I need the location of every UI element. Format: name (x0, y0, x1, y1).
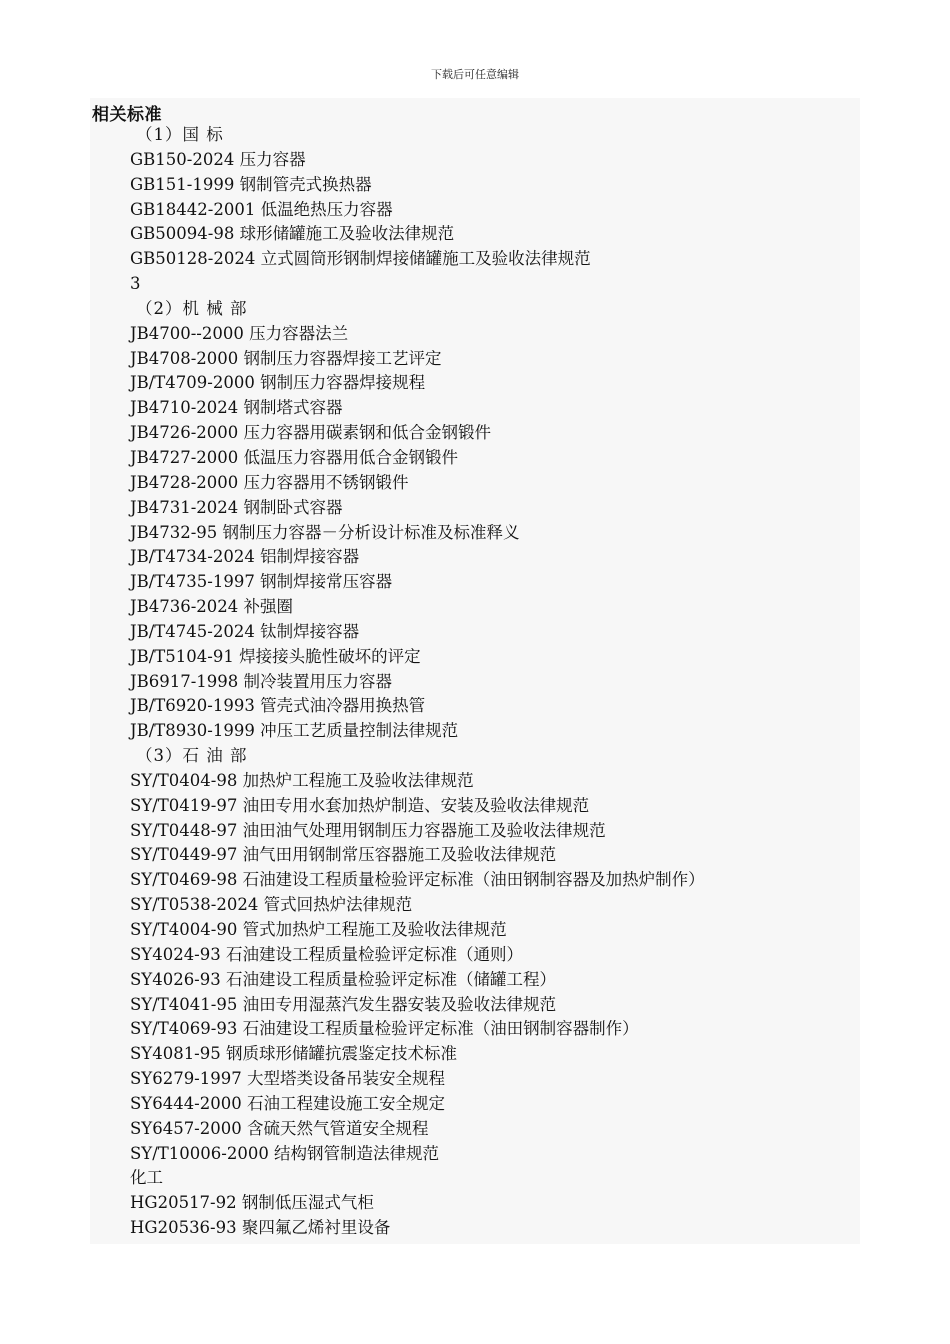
standard-line: SY/T0448-97 油田油气处理用钢制压力容器施工及验收法律规范 (130, 820, 606, 840)
standard-line: JB4731-2024 钢制卧式容器 (130, 497, 343, 517)
standard-line: 化工 (130, 1168, 163, 1188)
standard-line: JB4727-2000 低温压力容器用低合金钢锻件 (130, 447, 459, 467)
standards-list (130, 123, 850, 1241)
standard-line: SY/T0538-2024 管式回热炉法律规范 (130, 895, 413, 915)
standard-line: SY/T4069-93 石油建设工程质量检验评定标准（油田钢制容器制作） (130, 1019, 639, 1039)
standard-line: SY4081-95 钢质球形储罐抗震鉴定技术标准 (130, 1044, 458, 1064)
standard-line: SY/T4041-95 油田专用湿蒸汽发生器安装及验收法律规范 (130, 994, 557, 1014)
document-body (90, 98, 860, 1244)
standard-line: JB/T4734-2024 铝制焊接容器 (130, 547, 360, 567)
standard-line: SY/T0404-98 加热炉工程施工及验收法律规范 (130, 770, 474, 790)
standard-line: JB/T8930-1999 冲压工艺质量控制法律规范 (130, 721, 459, 741)
standard-line: JB4736-2024 补强圈 (130, 597, 294, 617)
page-header: 下载后可任意编辑 (431, 68, 519, 81)
category-heading: （1）国 标 (136, 125, 224, 144)
standard-line: JB/T4745-2024 钛制焊接容器 (130, 621, 360, 641)
standard-line: GB50128-2024 立式圆筒形钢制焊接储罐施工及验收法律规范 (130, 249, 591, 269)
standard-line: JB4710-2024 钢制塔式容器 (130, 398, 343, 418)
standard-line: JB/T4735-1997 钢制焊接常压容器 (130, 572, 393, 592)
standard-line: JB/T5104-91 焊接接头脆性破坏的评定 (130, 646, 421, 666)
standard-line: JB4708-2000 钢制压力容器焊接工艺评定 (130, 348, 442, 368)
standard-line: SY/T0469-98 石油建设工程质量检验评定标准（油田钢制容器及加热炉制作） (130, 870, 705, 890)
section-title: 相关标准 (92, 105, 162, 125)
standard-line: JB4728-2000 压力容器用不锈钢锻件 (130, 472, 409, 492)
standard-line: GB150-2024 压力容器 (130, 149, 306, 169)
standard-line: JB4726-2000 压力容器用碳素钢和低合金钢锻件 (130, 423, 492, 443)
category-heading: （3）石 油 部 (136, 746, 248, 766)
standard-line: JB/T4709-2000 钢制压力容器焊接规程 (130, 373, 426, 393)
standard-line: SY/T4004-90 管式加热炉工程施工及验收法律规范 (130, 920, 507, 939)
standard-line: SY/T10006-2000 结构钢管制造法律规范 (130, 1143, 440, 1163)
standard-line: JB/T6920-1993 管壳式油冷器用换热管 (130, 696, 426, 716)
standard-line: JB6917-1998 制冷装置用压力容器 (130, 671, 393, 691)
standard-line: HG20536-93 聚四氟乙烯衬里设备 (130, 1218, 391, 1238)
standard-line: JB4732-95 钢制压力容器－分析设计标准及标准释义 (130, 522, 520, 542)
standard-line: SY/T0449-97 油气田用钢制常压容器施工及验收法律规范 (130, 845, 557, 865)
category-heading: （2）机 械 部 (136, 298, 248, 318)
standard-line: SY6444-2000 石油工程建设施工安全规定 (130, 1093, 445, 1113)
standard-line: SY/T0419-97 油田专用水套加热炉制造、安装及验收法律规范 (130, 795, 590, 815)
standard-line: JB4700--2000 压力容器法兰 (130, 323, 349, 343)
standard-line: GB18442-2001 低温绝热压力容器 (130, 199, 393, 219)
standard-line: SY6279-1997 大型塔类设备吊装安全规程 (130, 1069, 445, 1089)
standard-line: SY6457-2000 含硫天然气管道安全规程 (130, 1118, 429, 1138)
standard-line: SY4026-93 石油建设工程质量检验评定标准（储罐工程） (130, 969, 557, 989)
standard-line: HG20517-92 钢制低压湿式气柜 (130, 1193, 374, 1213)
standard-line: GB50094-98 球形储罐施工及验收法律规范 (130, 224, 455, 244)
standard-line: SY4024-93 石油建设工程质量检验评定标准（通则） (130, 944, 524, 964)
standard-line: GB151-1999 钢制管壳式换热器 (130, 174, 372, 194)
standard-line: 3 (130, 274, 141, 294)
